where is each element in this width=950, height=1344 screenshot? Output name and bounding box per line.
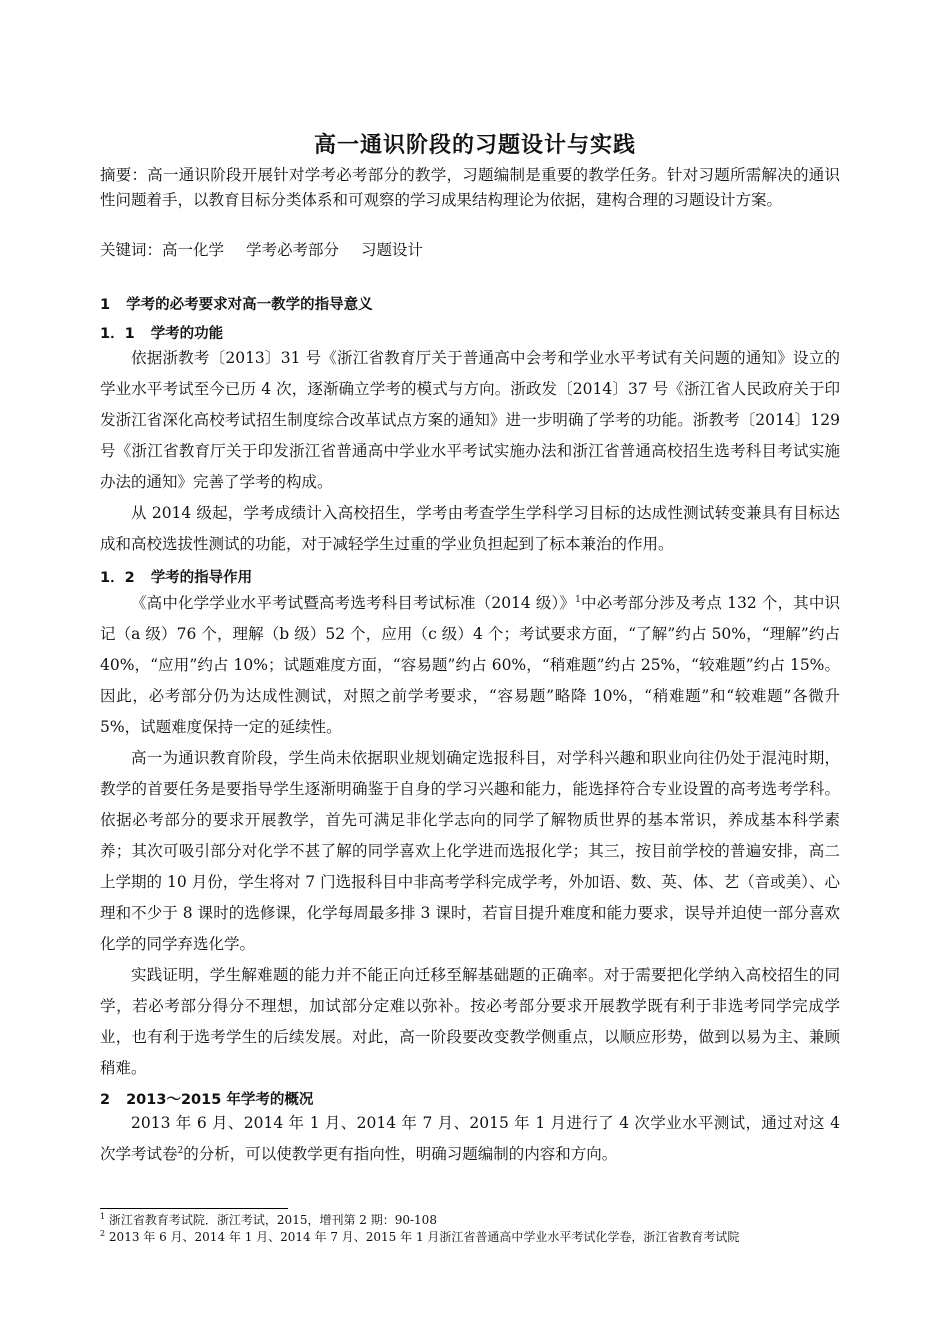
footnote-mark: 1	[100, 1212, 106, 1221]
section-heading-1-2	[100, 566, 252, 587]
section-title: 学考的指导作用	[150, 570, 253, 586]
section-heading-1	[100, 293, 373, 314]
keyword-item: 习题设计	[361, 241, 424, 259]
section-title: 2013～2015 年学考的概况	[126, 1092, 314, 1108]
section-title: 学考的功能	[150, 326, 224, 342]
footnote-mark: 2	[100, 1229, 106, 1238]
paragraph: 实践证明，学生解难题的能力并不能正向迁移至解基础题的正确率。对于需要把化学纳入高校招生的同学，若必考部分得分不理想，加试部分定难以弥补。按必考部分要求开展教学既有利于非选考同学完成学业，也有利于选考学生的后续发展。对此，高一阶段要改变教学侧重点，以顺应形势，做到以易为主、兼顾稍难。	[100, 966, 840, 1077]
section-number: 1．1	[100, 326, 135, 342]
footnote-ref[interactable]: 2	[177, 1145, 184, 1156]
body-text-1-2	[100, 588, 840, 1084]
footnote-1	[100, 1212, 437, 1228]
footnote-2	[100, 1229, 739, 1245]
body-text-2	[100, 1108, 840, 1170]
paragraph: 从 2014 级起，学考成绩计入高校招生，学考由考查学生学科学习目标的达成性测试转变兼具有目标达成和高校选拔性测试的功能，对于减轻学生过重的学业负担起到了标本兼治的作用。	[100, 504, 840, 553]
paragraph: 高一为通识教育阶段，学生尚未依据职业规划确定选报科目，对学科兴趣和职业向往仍处于混沌时期，教学的首要任务是要指导学生逐渐明确鉴于自身的学习兴趣和能力，能选择符合专业设置的高考选考学科。依据必考部分的要求开展教学，首先可满足非化学志向的同学了解物质世界的基本常识，养成基本科学素养；其次可吸引部分对化学不甚了解的同学喜欢上化学进而选报化学；其三，按目前学校的普遍安排，高二上学期的 10 月份，学生将对 7 门选报科目中非高考学科完成学考，外加语、数、英、体、艺（音或美）、心理和不少于 8 课时的选修课，化学每周最多排 3 课时，若盲目提升难度和能力要求，误导并迫使一部分喜欢化学的同学弃选化学。	[100, 749, 840, 953]
keyword-item: 高一化学	[162, 241, 225, 259]
paragraph: 依据浙教考〔2013〕31 号《浙江省教育厅关于普通高中会考和学业水平考试有关问题的通知》设立的学业水平考试至今已历 4 次，逐渐确立学考的模式与方向。浙政发〔2014〕37 号《浙江省人民政府关于印发浙江省深化高校考试招生制度综合改革试点方案的通知》进一步明确了学考的功能。浙教考〔2014〕129 号《浙江省教育厅关于印发浙江省普通高中学业水平考试实施办法和浙江省普通高校招生选考科目考试实施办法的通知》完善了学考的构成。	[100, 349, 840, 491]
body-text-1-1	[100, 343, 840, 560]
paragraph	[100, 588, 840, 743]
keywords	[100, 238, 840, 263]
paragraph-text: 《高中化学学业水平考试暨高考选考科目考试标准（2014 级）》	[131, 594, 576, 612]
section-number: 1．2	[100, 570, 135, 586]
paragraph-text: 的分析，可以使教学更有指向性，明确习题编制的内容和方向。	[183, 1145, 618, 1163]
section-heading-2	[100, 1088, 313, 1109]
document-title: 高一通识阶段的习题设计与实践	[313, 133, 636, 158]
section-number: 2	[100, 1092, 111, 1108]
footnote-text: 2013 年 6 月、2014 年 1 月、2014 年 7 月、2015 年 1 月浙江省普通高中学业水平考试化学卷，浙江省教育考试院	[108, 1230, 740, 1244]
keyword-item: 学考必考部分	[246, 241, 340, 259]
section-number: 1	[100, 297, 111, 313]
section-title: 学考的必考要求对高一教学的指导意义	[126, 297, 373, 313]
paragraph-text: 2013 年 6 月、2014 年 1 月、2014 年 7 月、2015 年 1 月进行了 4 次学业水平测试，通过对这 4 次学考试卷	[100, 1114, 840, 1163]
footnote-ref[interactable]: 1	[575, 594, 581, 605]
footnote-text: 浙江省教育考试院．浙江考试，2015，增刊第 2 期：90-108	[108, 1213, 437, 1227]
footnote-divider	[100, 1208, 288, 1209]
abstract: 摘要：高一通识阶段开展针对学考必考部分的教学，习题编制是重要的教学任务。针对习题所需解决的通识性问题着手，以教育目标分类体系和可观察的学习成果结构理论为依据，建构合理的习题设计方案。	[100, 166, 840, 209]
paragraph-text: 中必考部分涉及考点 132 个，其中识记（a 级）76 个，理解（b 级）52 个，应用（c 级）4 个；考试要求方面，“了解”约占 50%，“理解”约占 40%，“应用”约占 10%；试题难度方面，“容易题”约占 60%，“稍难题”约占 25%，“较难题”约占 15%。因此，必考部分仍为达成性测试，对照之前学考要求，“容易题”略降 10%，“稍难题”和“较难题”各微升 5%，试题难度保持一定的延续性。	[100, 594, 840, 736]
keywords-label: 关键词：	[100, 241, 163, 259]
paragraph	[100, 1108, 840, 1170]
section-heading-1-1	[100, 322, 223, 343]
